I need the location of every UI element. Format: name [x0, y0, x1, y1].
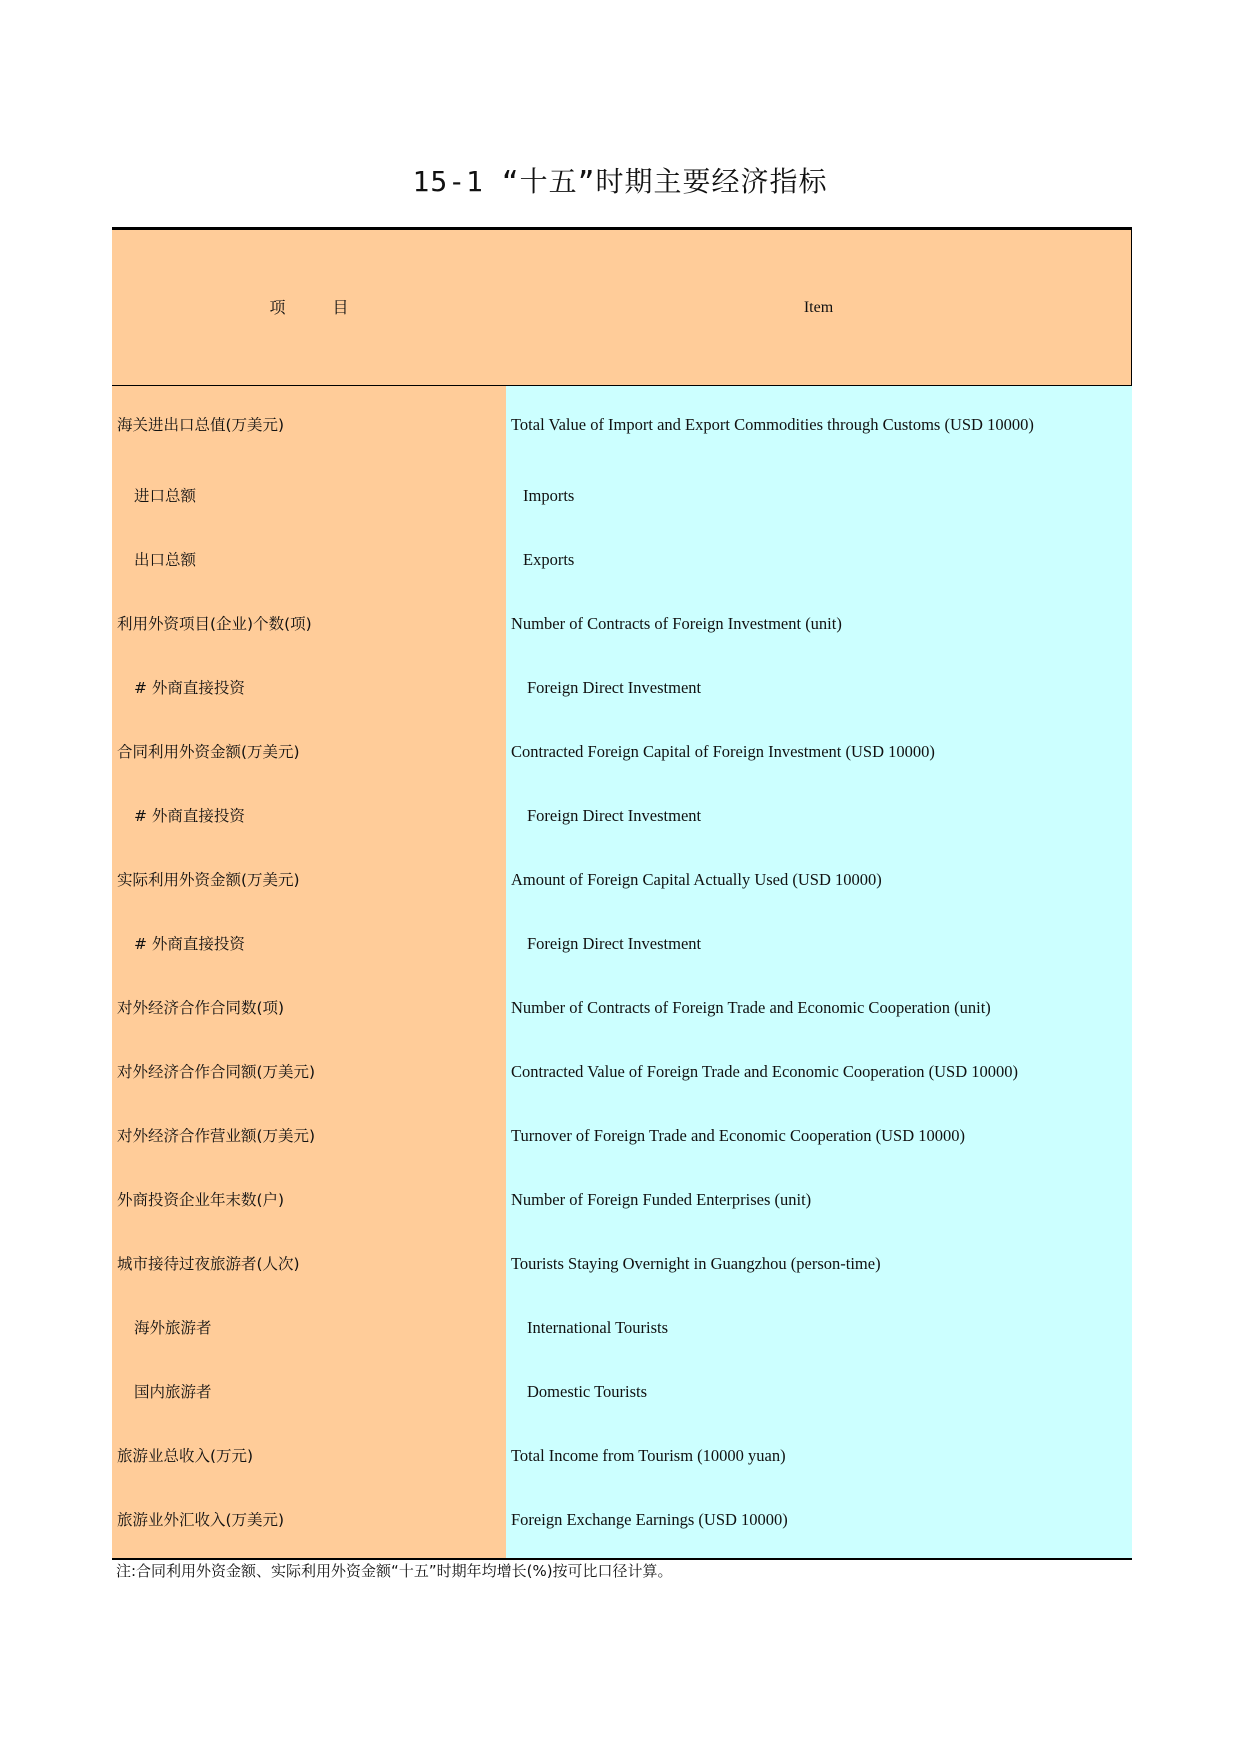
page-title: 15-1 “十五”时期主要经济指标 [412, 165, 828, 198]
row-label-cn: 旅游业外汇收入(万美元) [112, 1488, 506, 1558]
table-row [112, 1488, 1132, 1558]
row-label-en: Total Value of Import and Export Commodities through Customs (USD 10000) [506, 386, 1132, 464]
row-label-en: Domestic Tourists [506, 1360, 1132, 1424]
row-label-cn: 海外旅游者 [112, 1296, 506, 1360]
row-label-en: Number of Contracts of Foreign Investment (unit) [506, 592, 1132, 656]
table-row [112, 1360, 1132, 1424]
row-label-cn: 实际利用外资金额(万美元) [112, 848, 506, 912]
table-row [112, 1232, 1132, 1296]
table-row [112, 720, 1132, 784]
table-row [112, 1104, 1132, 1168]
table-row [112, 464, 1132, 528]
table-row [112, 1424, 1132, 1488]
footnote: 注:合同利用外资金额、实际利用外资金额“十五”时期年均增长(%)按可比口径计算。 [116, 1562, 673, 1580]
row-label-en: Foreign Direct Investment [506, 656, 1132, 720]
indicator-table [112, 227, 1132, 1560]
row-label-en: Amount of Foreign Capital Actually Used (USD 10000) [506, 848, 1132, 912]
row-label-cn: 对外经济合作合同数(项) [112, 976, 506, 1040]
table-row [112, 528, 1132, 592]
header-en: Item [803, 299, 834, 316]
table-row [112, 1040, 1132, 1104]
header-cn: 项 目 [269, 298, 349, 317]
row-label-en: Imports [506, 464, 1132, 528]
row-label-en: Foreign Exchange Earnings (USD 10000) [506, 1488, 1132, 1558]
table-row [112, 784, 1132, 848]
row-label-en: Foreign Direct Investment [506, 784, 1132, 848]
row-label-cn: 城市接待过夜旅游者(人次) [112, 1232, 506, 1296]
table-row [112, 592, 1132, 656]
row-label-en: Foreign Direct Investment [506, 912, 1132, 976]
table-body [112, 386, 1132, 1560]
row-label-en: Exports [506, 528, 1132, 592]
table-row [112, 1168, 1132, 1232]
table-row [112, 976, 1132, 1040]
table-row [112, 386, 1132, 464]
row-label-cn: # 外商直接投资 [112, 912, 506, 976]
row-label-en: Number of Contracts of Foreign Trade and Economic Cooperation (unit) [506, 976, 1132, 1040]
row-label-en: Total Income from Tourism (10000 yuan) [506, 1424, 1132, 1488]
row-label-cn: 利用外资项目(企业)个数(项) [112, 592, 506, 656]
table-row [112, 912, 1132, 976]
row-label-cn: 对外经济合作合同额(万美元) [112, 1040, 506, 1104]
row-label-cn: 外商投资企业年末数(户) [112, 1168, 506, 1232]
row-label-cn: 进口总额 [112, 464, 506, 528]
table-row [112, 848, 1132, 912]
table-row [112, 1296, 1132, 1360]
row-label-cn: # 外商直接投资 [112, 656, 506, 720]
row-label-cn: 国内旅游者 [112, 1360, 506, 1424]
row-label-cn: 海关进出口总值(万美元) [112, 386, 506, 464]
table-row [112, 656, 1132, 720]
row-label-cn: 旅游业总收入(万元) [112, 1424, 506, 1488]
row-label-en: Contracted Foreign Capital of Foreign Investment (USD 10000) [506, 720, 1132, 784]
row-label-en: Tourists Staying Overnight in Guangzhou (person-time) [506, 1232, 1132, 1296]
row-label-cn: 对外经济合作营业额(万美元) [112, 1104, 506, 1168]
row-label-cn: # 外商直接投资 [112, 784, 506, 848]
row-label-en: Number of Foreign Funded Enterprises (unit) [506, 1168, 1132, 1232]
row-label-en: Turnover of Foreign Trade and Economic Cooperation (USD 10000) [506, 1104, 1132, 1168]
row-label-cn: 合同利用外资金额(万美元) [112, 720, 506, 784]
table-header [112, 227, 1132, 386]
row-label-en: Contracted Value of Foreign Trade and Economic Cooperation (USD 10000) [506, 1040, 1132, 1104]
row-label-cn: 出口总额 [112, 528, 506, 592]
row-label-en: International Tourists [506, 1296, 1132, 1360]
